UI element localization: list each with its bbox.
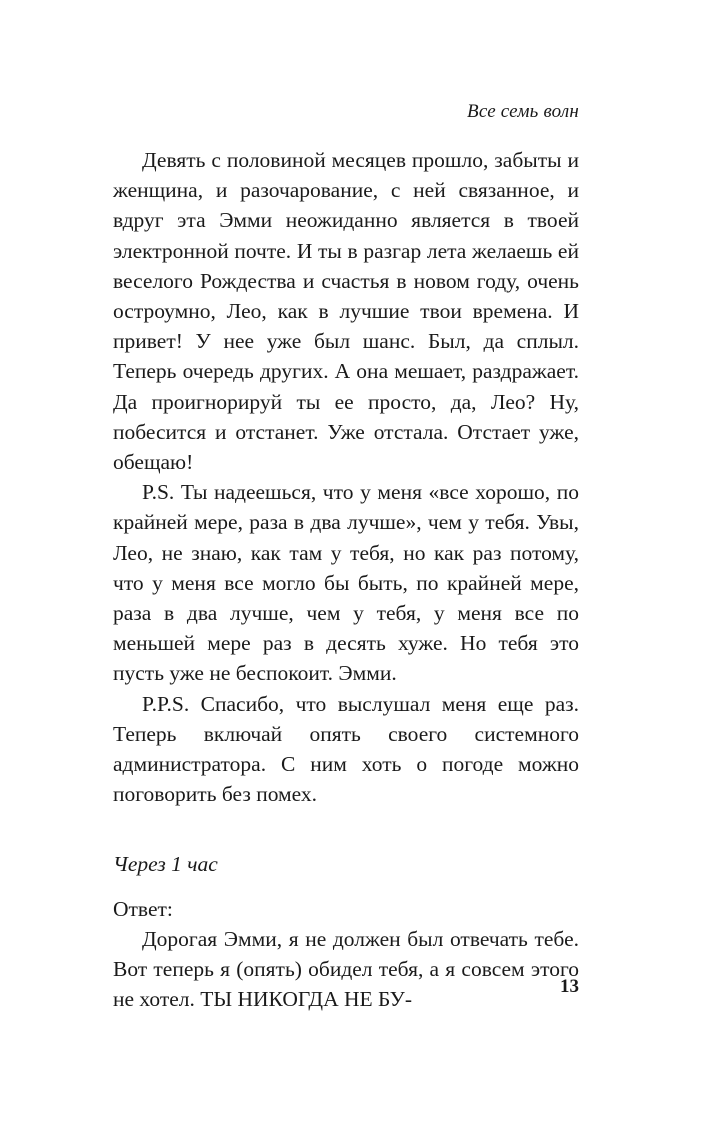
section-gap: [113, 809, 579, 849]
page-number: 13: [560, 976, 579, 997]
running-head: Все семь волн: [467, 101, 579, 122]
reply-paragraph: Дорогая Эмми, я не должен был отвечать тебе. Вот теперь я (опять) обидел тебя, а я совсем этого не хотел. ТЫ НИКОГДА НЕ БУ-: [113, 926, 579, 1012]
reply-label: Ответ:: [113, 896, 173, 921]
timestamp: Через 1 час: [113, 852, 218, 877]
paragraph-pps: P.P.S. Спасибо, что выслушал меня еще раз. Теперь включай опять своего системного администратора. С ним хоть о погоде можно поговорить без помех.: [113, 691, 579, 807]
paragraph-1: Девять с половиной месяцев прошло, забыты и женщина, и разочарование, с ней связанное, и вдруг эта Эмми неожиданно является в твоей электронной почте. И ты в разгар лета желаешь ей веселого Рождества и счастья в новом году, очень остроумно, Лео, как в лучшие твои времена. И привет! У нее уже был шанс. Был, да сплыл. Теперь очередь других. А она мешает, раздражает. Да проигнорируй ты ее просто, да, Лео? Ну, побесится и отстанет. Уже отстала. Отстает уже, обещаю!: [113, 148, 579, 475]
body-text: [113, 145, 579, 1014]
paragraph-ps: P.S. Ты надеешься, что у меня «все хорошо, по крайней мере, раза в два лучше», чем у тебя. Увы, Лео, не знаю, как там у тебя, но как раз потому, что у меня все могло бы быть, по крайней мере, раза в два лучше, чем у тебя, у меня все по меньшей мере раз в десять хуже. Но тебя это пусть уже не беспокоит. Эмми.: [113, 480, 579, 686]
